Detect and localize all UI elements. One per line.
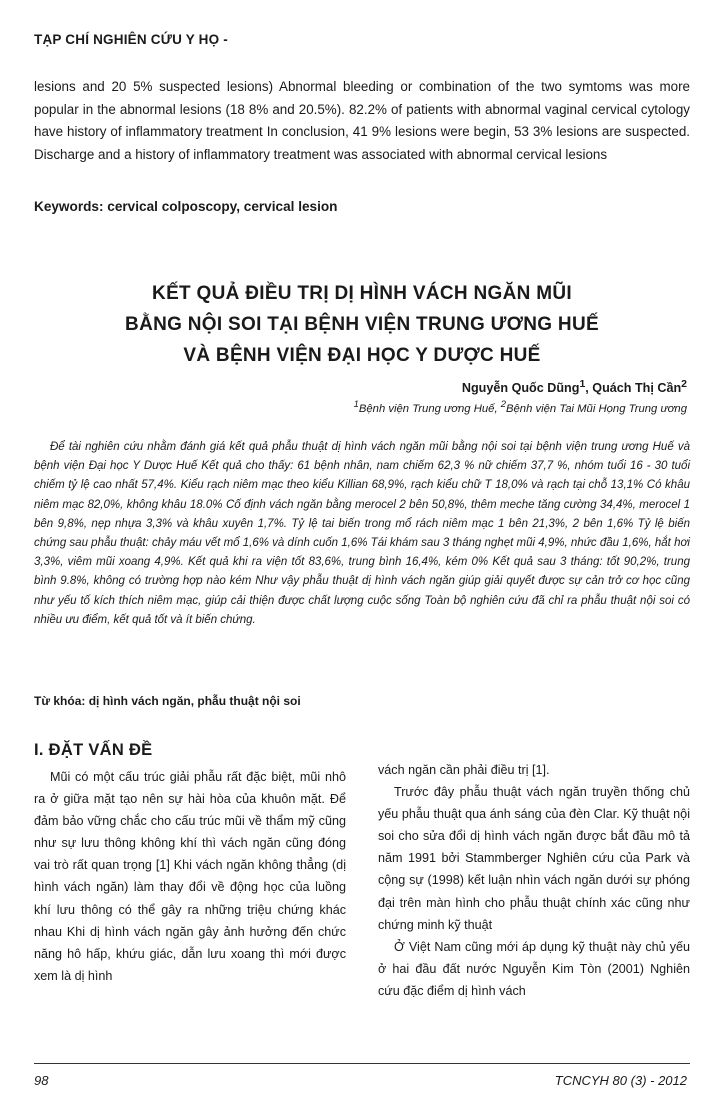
article-title-line-2: BẰNG NỘI SOI TẠI BỆNH VIỆN TRUNG ƯƠNG HUẾ [125, 314, 599, 335]
authors [462, 378, 687, 395]
body-paragraph: Mũi có một cấu trúc giải phẫu rất đặc biệt, mũi nhô ra ở giữa mặt tạo nên sự hài hòa của khuôn mặt. Để đảm bảo vững chắc cho cấu trúc mũi về thẩm mỹ cũng như sự lưu thông không khí thì vách ngăn cũng đóng vai trò rất quan trọng [1] Khi vách ngăn không thẳng (dị hình vách ngăn) làm thay đổi về động học của luồng khí lưu thông có thể gây ra những triệu chứng khác nhau Khi dị hình vách ngăn gây ảnh hưởng đến chức năng hô hấp, khứu giác, dẫn lưu xoang thì mới được xem là dị hình [34, 770, 346, 983]
article-title-line-3: VÀ BỆNH VIỆN ĐẠI HỌC Y DƯỢC HUẾ [183, 345, 541, 366]
footer-divider [34, 1063, 690, 1064]
author-1-affiliation-mark: 1 [579, 378, 586, 390]
previous-article-keywords: Keywords: cervical colposcopy, cervical lesion [34, 199, 338, 214]
author-separator: , [585, 381, 593, 396]
body-paragraph: Ở Việt Nam cũng mới áp dụng kỹ thuật này chủ yếu ở hai đầu đất nước Nguyễn Kim Tòn (2001) Nghiên cứu đặc điểm dị hình vách [378, 939, 690, 998]
section-heading-introduction: I. ĐẶT VẤN ĐỀ [34, 741, 153, 759]
affiliations [354, 398, 687, 415]
body-column-left [34, 738, 346, 987]
journal-header: TẠP CHÍ NGHIÊN CỨU Y HỌ - [34, 32, 228, 47]
previous-article-abstract-end: lesions and 20 5% suspected lesions) Abnormal bleeding or combination of the two symtoms was more popular in the abnormal lesions (18 8% and 20.5%). 82.2% of patients with abnormal vaginal cervical cytology have history of inflammatory treatment In conclusion, 41 9% lesions were begin, 53 3% lesions are suspected. Discharge and a history of inflammatory treatment was associated with abnormal cervical lesions [34, 79, 690, 162]
page-number: 98 [34, 1073, 49, 1088]
affiliation-2: Bệnh viện Tai Mũi Họng Trung ương [505, 402, 687, 415]
author-2-name: Quách Thị Cần [592, 381, 682, 396]
affiliation-2-mark: 2 [500, 398, 506, 409]
footer-journal-issue: TCNCYH 80 (3) - 2012 [554, 1073, 687, 1088]
article-abstract: Để tài nghiên cứu nhằm đánh giá kết quả phẫu thuật dị hình vách ngăn mũi bằng nội soi tại bệnh viện trung ương Huế và bệnh viện Đại học Y Dược Huế Kết quả cho thấy: 61 bệnh nhân, nam chiếm 62,3 % nữ chiếm 37,7 %, nhóm tuổi 16 - 30 tuổi chiếm tỷ lệ cao nhất 57,4%. Kiểu rạch niêm mạc theo kiểu Killian 68,9%, rạch kiểu chữ T 18,0% và rạch tại chỗ 13,1% Có khâu niêm mạc 82,0%, không khâu 18.0% Cố định vách ngăn bằng merocel 2 bên 50,8%, thêm meche tăng cường 34,4%, merocel 1 bên 9,8%, nẹp nhựa 3,3% và khâu xuyên 1,7%. Tỷ lệ tai biến trong mổ rách niêm mạc 1 bên 21,3%, 2 bên 1,6% Tỷ lệ biến chứng sau phẫu thuật: chảy máu vết mổ 1,6% và dính cuốn 1,6% Tái khám sau 3 tháng nghẹt mũi 4,9%, nhức đầu 1,6%, hắt hơi 3,3%, viêm mũi xoang 4,9%. Kết quả khi ra viện tốt 83,6%, trung bình 16,4%, kém 0% Kết quả sau 3 tháng: tốt 90,2%, trung bình 9.8%, không có trường hợp nào kém Như vậy phẫu thuật dị hình vách ngăn giúp giải quyết được sự cản trở cơ học cũng như yếu tố kích thích niêm mạc, giúp cải thiện được chất lượng cuộc sống Toàn bộ nghiên cứu đã chỉ ra phẫu thuật nội soi có nhiều ưu điểm, kết quả tốt và ít biến chứng. [34, 441, 690, 626]
author-2-affiliation-mark: 2 [681, 378, 687, 390]
affiliation-1: Bệnh viện Trung ương Huế, [358, 402, 501, 415]
body-paragraph: Trước đây phẫu thuật vách ngăn truyền thống chủ yếu phẫu thuật qua ánh sáng của đèn Clar. Kỹ thuật nội soi cho sửa đổi dị hình vách ngăn được bắt đầu mô tả năm 1991 bởi Stammberger Nghiên cứu của Park và cộng sự (1998) kết luận nhìn vách ngăn dưới sự phóng đại trên màn hình cho phẫu thuật chính xác cũng như chứng minh kỹ thuật [378, 785, 690, 932]
body-column-right [378, 759, 690, 1002]
author-1-name: Nguyễn Quốc Dũng [461, 381, 580, 396]
article-keywords: Từ khóa: dị hình vách ngăn, phẫu thuật nội soi [34, 694, 301, 708]
body-paragraph-continued: vách ngăn cần phải điều trị [1]. [378, 763, 550, 777]
article-title [34, 278, 690, 371]
article-title-line-1: KẾT QUẢ ĐIỀU TRỊ DỊ HÌNH VÁCH NGĂN MŨI [152, 283, 572, 304]
affiliation-1-mark: 1 [353, 398, 359, 409]
